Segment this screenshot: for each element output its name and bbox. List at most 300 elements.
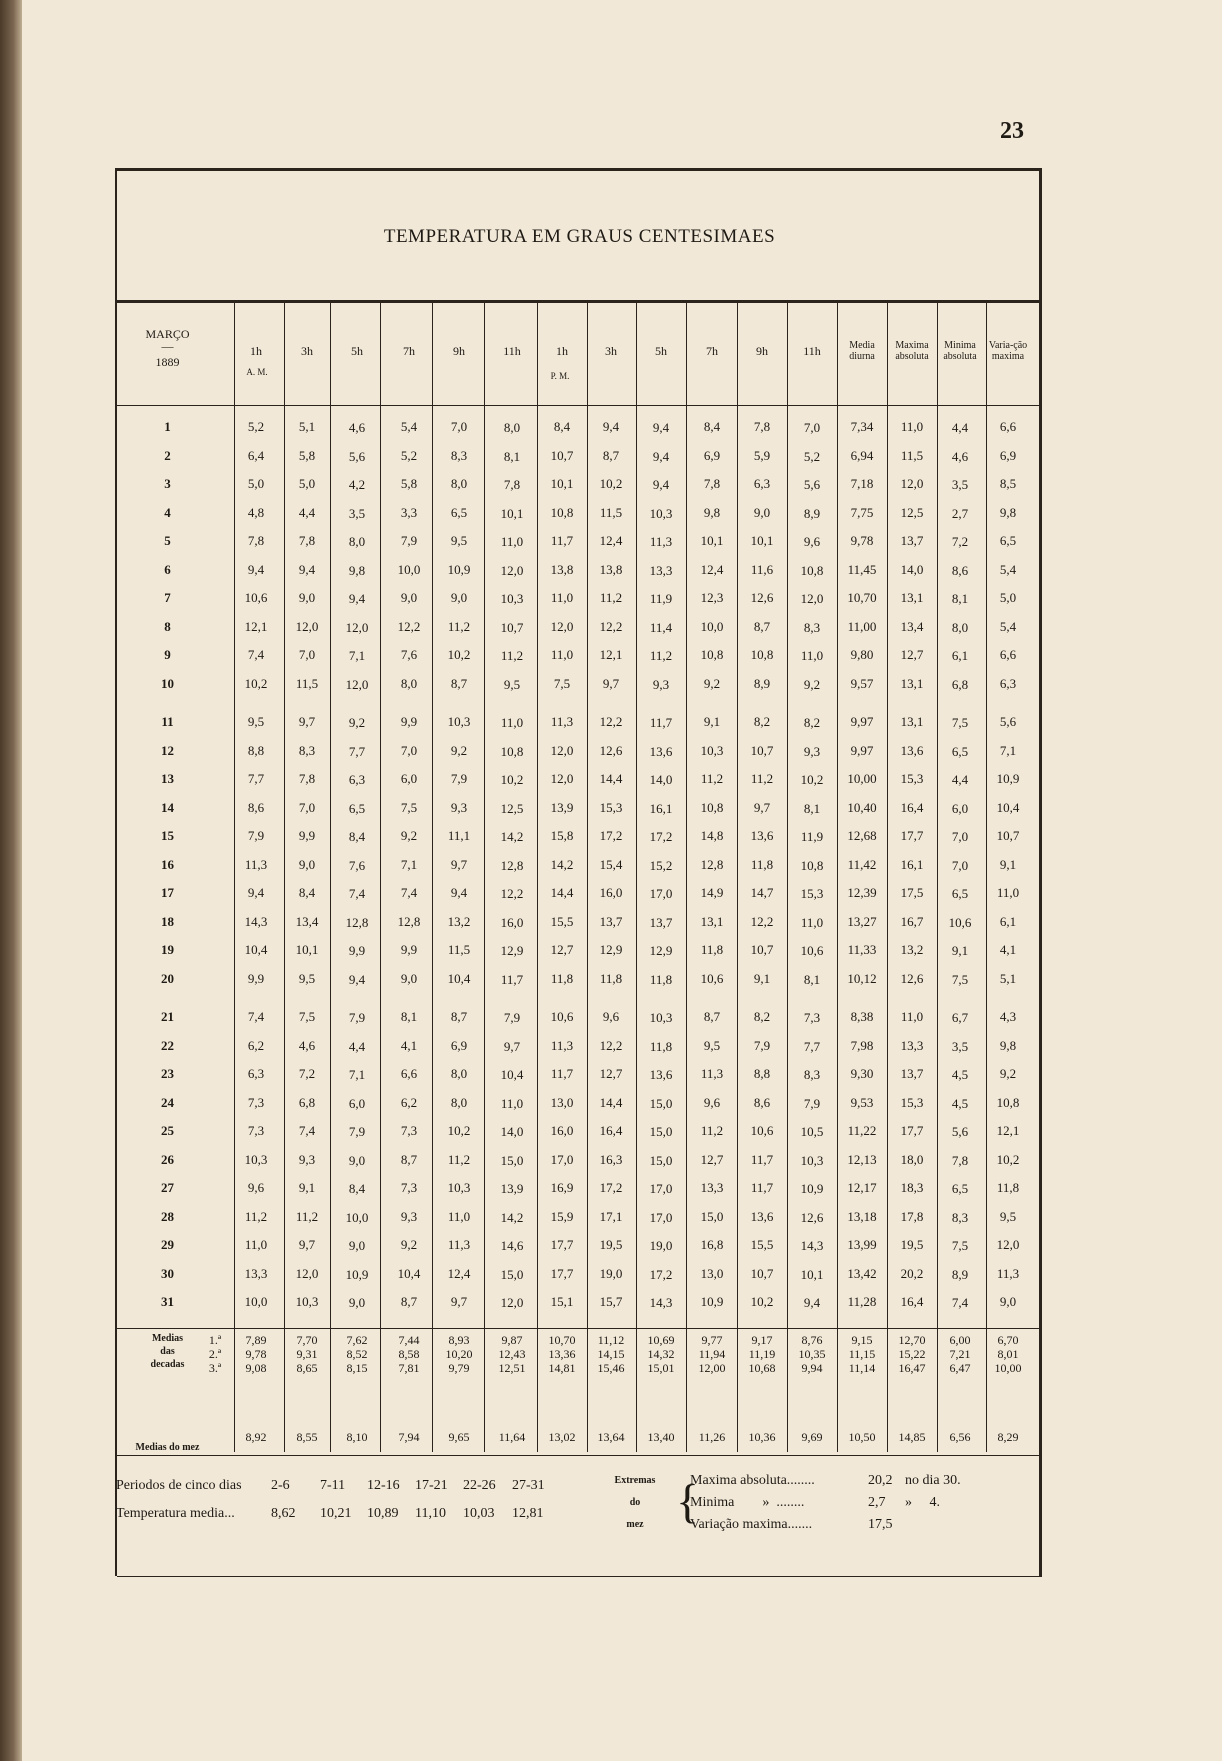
temperature-cell: 16,3 (599, 1151, 623, 1167)
temperature-cell: 9,3 (803, 743, 821, 759)
decade-mean-cell: 11,94 (698, 1347, 726, 1361)
temperature-cell: 10,4 (500, 1067, 524, 1082)
temperature-cell: 7,75 (850, 504, 874, 520)
temperature-cell: 11,3 (649, 534, 673, 549)
temperature-cell: 7,5 (951, 715, 969, 730)
temperature-cell: 15,9 (550, 1208, 574, 1224)
temperature-cell: 10,40 (847, 799, 877, 815)
extremes-label-3: mez (626, 1519, 644, 1530)
temperature-cell: 6,0 (348, 1095, 366, 1111)
temperature-cell: 8,0 (400, 675, 418, 691)
temperature-cell: 9,0 (348, 1152, 366, 1168)
temperature-cell: 12,0 (550, 742, 574, 758)
temperature-cell: 12,39 (847, 885, 877, 900)
temperature-cell: 8,0 (450, 1066, 468, 1081)
temperature-cell: 9,3 (298, 1151, 316, 1167)
decade-mean-cell: 8,93 (448, 1333, 470, 1347)
temperature-cell: 17,8 (900, 1208, 924, 1224)
extreme-value: 2,7 (868, 1495, 886, 1510)
temperature-cell: 11,8 (996, 1180, 1020, 1195)
temperature-cell: 8,2 (803, 715, 821, 730)
temperature-cell: 12,7 (599, 1066, 623, 1081)
temperature-cell: 12,68 (847, 828, 877, 843)
day-number: 9 (164, 647, 171, 662)
temperature-cell: 13,3 (649, 562, 673, 578)
temperature-cell: 13,1 (900, 675, 924, 691)
temperature-cell: 13,3 (900, 1037, 924, 1053)
temperature-cell: 8,0 (450, 1094, 468, 1110)
temperature-cell: 6,8 (298, 1094, 316, 1110)
temperature-cell: 9,5 (703, 1037, 721, 1053)
decade-mean-cell: 11,12 (597, 1333, 625, 1347)
temperature-cell: 10,1 (700, 533, 724, 548)
extremes-label-2: do (629, 1497, 641, 1508)
temperature-cell: 14,4 (599, 1094, 623, 1110)
temperature-cell: 11,8 (700, 942, 724, 957)
temperature-cell: 13,1 (900, 590, 924, 605)
column-header: Maxima absoluta (895, 340, 929, 362)
decade-mean-cell: 11,15 (848, 1347, 876, 1361)
temperature-cell: 11,2 (649, 648, 673, 663)
temperature-cell: 8,1 (400, 1009, 418, 1024)
temperature-cell: 10,1 (750, 533, 774, 548)
temperature-cell: 14,3 (244, 913, 268, 929)
temperature-cell: 12,2 (599, 618, 623, 634)
temperature-cell: 11,0 (550, 590, 574, 605)
temperature-cell: 16,1 (900, 856, 924, 872)
temperature-cell: 9,97 (850, 742, 874, 758)
temperature-cell: 7,4 (400, 885, 418, 900)
day-number: 19 (161, 942, 174, 957)
decade-mean-cell: 9,17 (751, 1333, 773, 1347)
temperature-cell: 8,1 (503, 448, 521, 464)
temperature-cell: 10,3 (500, 591, 524, 606)
decade-ordinal: 1.ª (208, 1333, 222, 1347)
temperature-cell: 5,6 (999, 714, 1017, 729)
temperature-cell: 10,3 (295, 1294, 319, 1309)
temperature-cell: 9,2 (400, 1237, 418, 1252)
temperature-cell: 10,9 (345, 1266, 369, 1282)
day-number: 26 (161, 1151, 174, 1167)
temperature-cell: 11,4 (649, 619, 673, 635)
temperature-cell: 9,1 (951, 943, 969, 958)
day-number: 21 (161, 1009, 174, 1024)
temperature-cell: 11,42 (847, 856, 877, 872)
day-number: 7 (164, 590, 171, 605)
period-temperature: 8,62 (271, 1506, 296, 1521)
header-pm: P. M. (550, 371, 570, 381)
decade-mean-cell: 10,20 (445, 1347, 473, 1361)
decade-mean-cell: 15,01 (647, 1361, 675, 1375)
temperature-cell: 15,3 (900, 771, 924, 786)
temperature-cell: 9,2 (999, 1066, 1017, 1081)
temperature-cell: 9,5 (503, 676, 521, 692)
temperature-cell: 6,3 (999, 675, 1017, 691)
temperature-cell: 11,5 (447, 942, 471, 957)
temperature-cell: 11,0 (800, 914, 824, 930)
decade-ordinal: 2.ª (208, 1347, 222, 1361)
decade-mean-cell: 13,36 (548, 1347, 576, 1361)
decade-mean-cell: 12,51 (498, 1361, 526, 1375)
extremes-label-1: Extremas (614, 1475, 656, 1486)
temperature-cell: 10,2 (996, 1151, 1020, 1167)
extreme-label: Minima » ........ (690, 1495, 805, 1510)
temperature-cell: 10,1 (295, 942, 319, 957)
temperature-cell: 6,0 (951, 800, 969, 816)
day-number: 30 (161, 1265, 174, 1281)
temperature-cell: 17,7 (900, 1123, 924, 1138)
column-header: 11h (503, 344, 521, 358)
temperature-cell: 11,0 (244, 1237, 268, 1252)
page-number: 23 (1000, 118, 1024, 144)
extreme-label: Variação maxima....... (690, 1517, 813, 1532)
temperature-cell: 11,8 (649, 971, 673, 987)
temperature-cell: 8,8 (247, 742, 265, 758)
extreme-note: » 4. (905, 1495, 940, 1510)
temperature-cell: 9,4 (652, 477, 670, 492)
temperature-cell: 16,0 (500, 914, 524, 930)
temperature-cell: 9,4 (298, 561, 316, 577)
temperature-cell: 9,1 (753, 970, 771, 986)
temperature-cell: 10,2 (750, 1294, 774, 1309)
temperature-cell: 10,3 (447, 1180, 471, 1195)
temperature-cell: 17,0 (649, 1181, 673, 1196)
temperature-cell: 9,5 (999, 1208, 1017, 1224)
temperature-cell: 14,9 (700, 885, 724, 900)
temperature-cell: 10,0 (397, 561, 421, 577)
period-range: 22-26 (463, 1478, 496, 1493)
day-number: 23 (161, 1066, 174, 1081)
decade-mean-cell: 9,15 (851, 1333, 873, 1347)
temperature-cell: 11,0 (550, 647, 574, 662)
temperature-cell: 8,6 (247, 799, 265, 815)
temperature-cell: 12,0 (295, 618, 319, 634)
temperature-cell: 7,1 (348, 1067, 366, 1082)
day-number: 13 (161, 771, 174, 786)
temperature-cell: 9,1 (999, 856, 1017, 872)
temperature-cell: 10,7 (750, 942, 774, 957)
temperature-cell: 13,6 (750, 1208, 774, 1224)
temperature-cell: 7,7 (247, 771, 265, 786)
temperature-cell: 11,3 (700, 1066, 724, 1081)
temperature-cell: 15,0 (649, 1152, 673, 1168)
temperature-cell: 6,9 (703, 447, 721, 463)
temperature-cell: 6,5 (951, 743, 969, 759)
temperature-cell: 13,3 (700, 1180, 724, 1195)
temperature-cell: 9,7 (298, 714, 316, 729)
temperature-cell: 14,4 (550, 885, 574, 900)
temperature-cell: 12,8 (700, 856, 724, 872)
temperature-cell: 7,3 (400, 1123, 418, 1138)
temperature-cell: 9,1 (703, 714, 721, 729)
month-mean-cell: 9,65 (448, 1430, 470, 1444)
temperature-cell: 12,5 (500, 800, 524, 816)
month-mean-cell: 10,50 (848, 1430, 876, 1444)
temperature-cell: 10,7 (750, 1265, 774, 1281)
temperature-cell: 11,8 (750, 856, 774, 872)
temperature-cell: 12,9 (500, 943, 524, 958)
month-mean-cell: 8,55 (296, 1430, 318, 1444)
temperature-cell: 11,00 (847, 618, 877, 634)
temperature-cell: 7,8 (298, 771, 316, 786)
column-header: 3h (605, 344, 617, 358)
decade-mean-cell: 12,00 (698, 1361, 726, 1375)
temperature-cell: 6,2 (400, 1094, 418, 1110)
decade-mean-cell: 6,47 (949, 1361, 971, 1375)
temperature-cell: 10,6 (800, 943, 824, 958)
temperature-cell: 19,5 (599, 1237, 623, 1252)
temperature-cell: 7,5 (951, 971, 969, 987)
temperature-cell: 5,4 (999, 561, 1017, 577)
temperature-cell: 11,22 (847, 1123, 877, 1138)
temperature-cell: 4,1 (400, 1037, 418, 1053)
temperature-cell: 7,4 (298, 1123, 316, 1138)
temperature-cell: 17,0 (649, 1209, 673, 1225)
temperature-cell: 9,4 (602, 419, 620, 434)
temperature-cell: 6,2 (247, 1037, 265, 1053)
temperature-cell: 10,3 (447, 714, 471, 729)
day-number: 5 (164, 533, 171, 548)
temperature-cell: 15,8 (550, 828, 574, 843)
decade-mean-cell: 7,89 (245, 1333, 267, 1347)
temperature-cell: 15,5 (750, 1237, 774, 1252)
temperature-cell: 11,0 (996, 885, 1020, 900)
temperature-cell: 5,0 (298, 476, 316, 491)
temperature-cell: 13,0 (700, 1265, 724, 1281)
temperature-cell: 10,6 (244, 590, 268, 605)
temperature-cell: 8,2 (753, 1009, 771, 1024)
temperature-cell: 9,0 (348, 1238, 366, 1253)
temperature-cell: 9,0 (348, 1295, 366, 1310)
temperature-cell: 10,1 (500, 505, 524, 521)
temperature-cell: 16,4 (599, 1123, 623, 1138)
temperature-cell: 6,8 (951, 676, 969, 692)
temperature-cell: 10,7 (996, 828, 1020, 843)
temperature-cell: 12,5 (900, 504, 924, 520)
temperature-cell: 7,8 (951, 1152, 969, 1168)
temperature-cell: 11,7 (500, 971, 524, 987)
temperature-cell: 12,9 (649, 943, 673, 958)
temperature-cell: 17,5 (900, 885, 924, 900)
temperature-cell: 3,5 (348, 505, 366, 521)
day-number: 31 (161, 1294, 174, 1309)
temperature-cell: 7,9 (503, 1010, 521, 1025)
temperature-cell: 4,4 (951, 420, 969, 435)
temperature-cell: 4,2 (348, 477, 366, 492)
temperature-cell: 5,2 (803, 448, 821, 464)
temperature-cell: 11,33 (847, 942, 877, 957)
temperature-cell: 12,13 (847, 1151, 877, 1167)
temperature-cell: 6,6 (400, 1066, 418, 1081)
temperature-cell: 16,1 (649, 800, 673, 816)
temperature-cell: 11,1 (447, 828, 471, 843)
temperature-cell: 12,2 (599, 714, 623, 729)
temperature-cell: 7,9 (247, 828, 265, 843)
temperature-cell: 9,3 (400, 1208, 418, 1224)
temperature-cell: 6,1 (951, 648, 969, 663)
temperature-cell: 4,5 (951, 1067, 969, 1082)
month-mean-cell: 7,94 (398, 1430, 420, 1444)
header-dash: — (161, 339, 174, 353)
temperature-cell: 8,3 (951, 1209, 969, 1225)
period-temperature: 11,10 (415, 1506, 446, 1521)
temperature-cell: 10,8 (800, 857, 824, 873)
column-rule (484, 303, 485, 1452)
temperature-cell: 12,1 (996, 1123, 1020, 1138)
period-temperature: 10,21 (320, 1506, 352, 1521)
temperature-cell: 4,5 (951, 1095, 969, 1111)
month-mean-cell: 11,26 (698, 1430, 726, 1444)
temperature-cell: 11,28 (847, 1294, 877, 1309)
column-header: 11h (803, 344, 821, 358)
temperature-cell: 10,2 (800, 772, 824, 787)
temperature-cell: 8,5 (999, 476, 1017, 491)
day-number: 17 (161, 885, 174, 900)
extremes-brace-icon: { (676, 1475, 700, 1528)
temperature-cell: 11,45 (847, 561, 877, 577)
temperature-cell: 15,0 (500, 1152, 524, 1168)
column-header: Varia-ção maxima (988, 340, 1028, 362)
temperature-cell: 6,4 (247, 447, 265, 463)
temperature-cell: 10,9 (700, 1294, 724, 1309)
day-number: 16 (161, 856, 174, 872)
decade-mean-cell: 10,00 (994, 1361, 1022, 1375)
temperature-cell: 16,9 (550, 1180, 574, 1195)
decade-mean-cell: 11,14 (848, 1361, 876, 1375)
temperature-cell: 12,6 (800, 1209, 824, 1225)
temperature-cell: 9,6 (247, 1180, 265, 1195)
temperature-cell: 11,7 (750, 1180, 774, 1195)
period-temperature: 10,03 (463, 1506, 495, 1521)
temperature-cell: 13,4 (900, 618, 924, 634)
day-number: 6 (164, 561, 171, 577)
day-number: 22 (161, 1037, 174, 1053)
temperature-cell: 8,1 (951, 591, 969, 606)
temperature-cell: 9,4 (247, 561, 265, 577)
header-year: 1889 (155, 355, 180, 369)
temperature-cell: 8,1 (803, 971, 821, 987)
temperature-cell: 7,0 (450, 419, 468, 434)
temperature-cell: 11,3 (550, 714, 574, 729)
temperature-cell: 14,2 (500, 1209, 524, 1225)
temperature-cell: 10,7 (500, 619, 524, 635)
day-number: 4 (164, 504, 171, 520)
column-header: 5h (351, 344, 363, 358)
temperature-cell: 9,9 (298, 828, 316, 843)
decade-mean-cell: 11,19 (748, 1347, 776, 1361)
temperature-cell: 5,1 (298, 419, 316, 434)
temperature-cell: 15,0 (500, 1266, 524, 1282)
decade-mean-cell: 9,77 (701, 1333, 723, 1347)
temperature-cell: 17,2 (599, 828, 623, 843)
decade-mean-cell: 9,94 (801, 1361, 823, 1375)
extreme-label: Maxima absoluta........ (690, 1473, 815, 1488)
temperature-cell: 9,0 (753, 504, 771, 520)
temperature-cell: 5,0 (247, 476, 265, 491)
temperature-cell: 11,0 (500, 534, 524, 549)
period-temperature: 10,89 (367, 1506, 399, 1521)
temperature-cell: 13,2 (447, 913, 471, 929)
temperature-cell: 10,7 (750, 742, 774, 758)
temperature-cell: 11,3 (996, 1265, 1020, 1281)
temperature-cell: 9,2 (450, 742, 468, 758)
temperature-cell: 11,9 (649, 591, 673, 606)
column-header: 9h (756, 344, 768, 358)
period-range: 12-16 (367, 1478, 400, 1493)
temperature-cell: 12,7 (900, 647, 924, 662)
temperature-cell: 9,8 (348, 562, 366, 578)
temperature-cell: 6,3 (348, 772, 366, 787)
day-number: 3 (164, 476, 171, 491)
temperature-cell: 16,0 (599, 885, 623, 900)
temperature-cell: 8,4 (553, 419, 571, 434)
temperature-cell: 11,8 (550, 970, 574, 986)
temperature-cell: 12,17 (847, 1180, 877, 1195)
temperature-cell: 11,2 (244, 1208, 268, 1224)
temperature-cell: 9,4 (450, 885, 468, 900)
temperature-cell: 11,0 (900, 419, 924, 434)
temperature-cell: 7,9 (400, 533, 418, 548)
day-number: 15 (161, 828, 174, 843)
temperature-cell: 13,3 (244, 1265, 268, 1281)
decade-mean-cell: 10,35 (798, 1347, 826, 1361)
temperature-cell: 10,4 (996, 799, 1020, 815)
temperature-cell: 11,7 (649, 715, 673, 730)
temperature-cell: 11,0 (447, 1208, 471, 1224)
temperature-cell: 9,0 (999, 1294, 1017, 1309)
month-mean-cell: 14,85 (898, 1430, 926, 1444)
temperature-cell: 8,3 (450, 447, 468, 463)
temperature-cell: 12,1 (599, 647, 623, 662)
day-number: 20 (161, 970, 174, 986)
temperature-cell: 9,8 (999, 504, 1017, 520)
temperature-cell: 7,4 (247, 1009, 265, 1024)
decade-mean-cell: 9,79 (448, 1361, 470, 1375)
day-number: 11 (161, 714, 174, 729)
temperature-cell: 13,8 (550, 561, 574, 577)
temperature-cell: 10,8 (550, 504, 574, 520)
decade-mean-cell: 10,68 (748, 1361, 776, 1375)
temperature-cell: 12,2 (599, 1037, 623, 1053)
temperature-cell: 15,4 (599, 856, 623, 872)
temperature-cell: 8,7 (400, 1151, 418, 1167)
temperature-cell: 9,3 (652, 676, 670, 692)
decade-mean-cell: 14,15 (597, 1347, 625, 1361)
temperature-cell: 17,2 (649, 829, 673, 844)
temperature-cell: 9,0 (298, 856, 316, 872)
temperature-cell: 9,5 (298, 970, 316, 986)
temperature-cell: 4,8 (247, 504, 265, 520)
temperature-cell: 12,6 (900, 970, 924, 986)
temperature-cell: 5,6 (803, 477, 821, 492)
extreme-value: 20,2 (868, 1473, 893, 1488)
temperature-cell: 8,3 (803, 619, 821, 635)
temperature-cell: 14,3 (649, 1295, 673, 1310)
temperature-cell: 11,8 (649, 1038, 673, 1054)
temperature-cell: 12,0 (900, 476, 924, 491)
temperature-cell: 11,2 (500, 648, 524, 663)
temperature-cell: 8,7 (703, 1009, 721, 1024)
temperature-cell: 11,0 (800, 648, 824, 663)
decade-mean-cell: 9,78 (245, 1347, 267, 1361)
temperature-cell: 7,4 (951, 1295, 969, 1310)
temperature-cell: 7,4 (247, 647, 265, 662)
period-range: 7-11 (320, 1478, 346, 1493)
temperature-cell: 12,2 (397, 618, 421, 634)
temperature-cell: 10,9 (800, 1181, 824, 1196)
temperature-cell: 13,2 (900, 942, 924, 957)
temperature-cell: 9,0 (400, 590, 418, 605)
